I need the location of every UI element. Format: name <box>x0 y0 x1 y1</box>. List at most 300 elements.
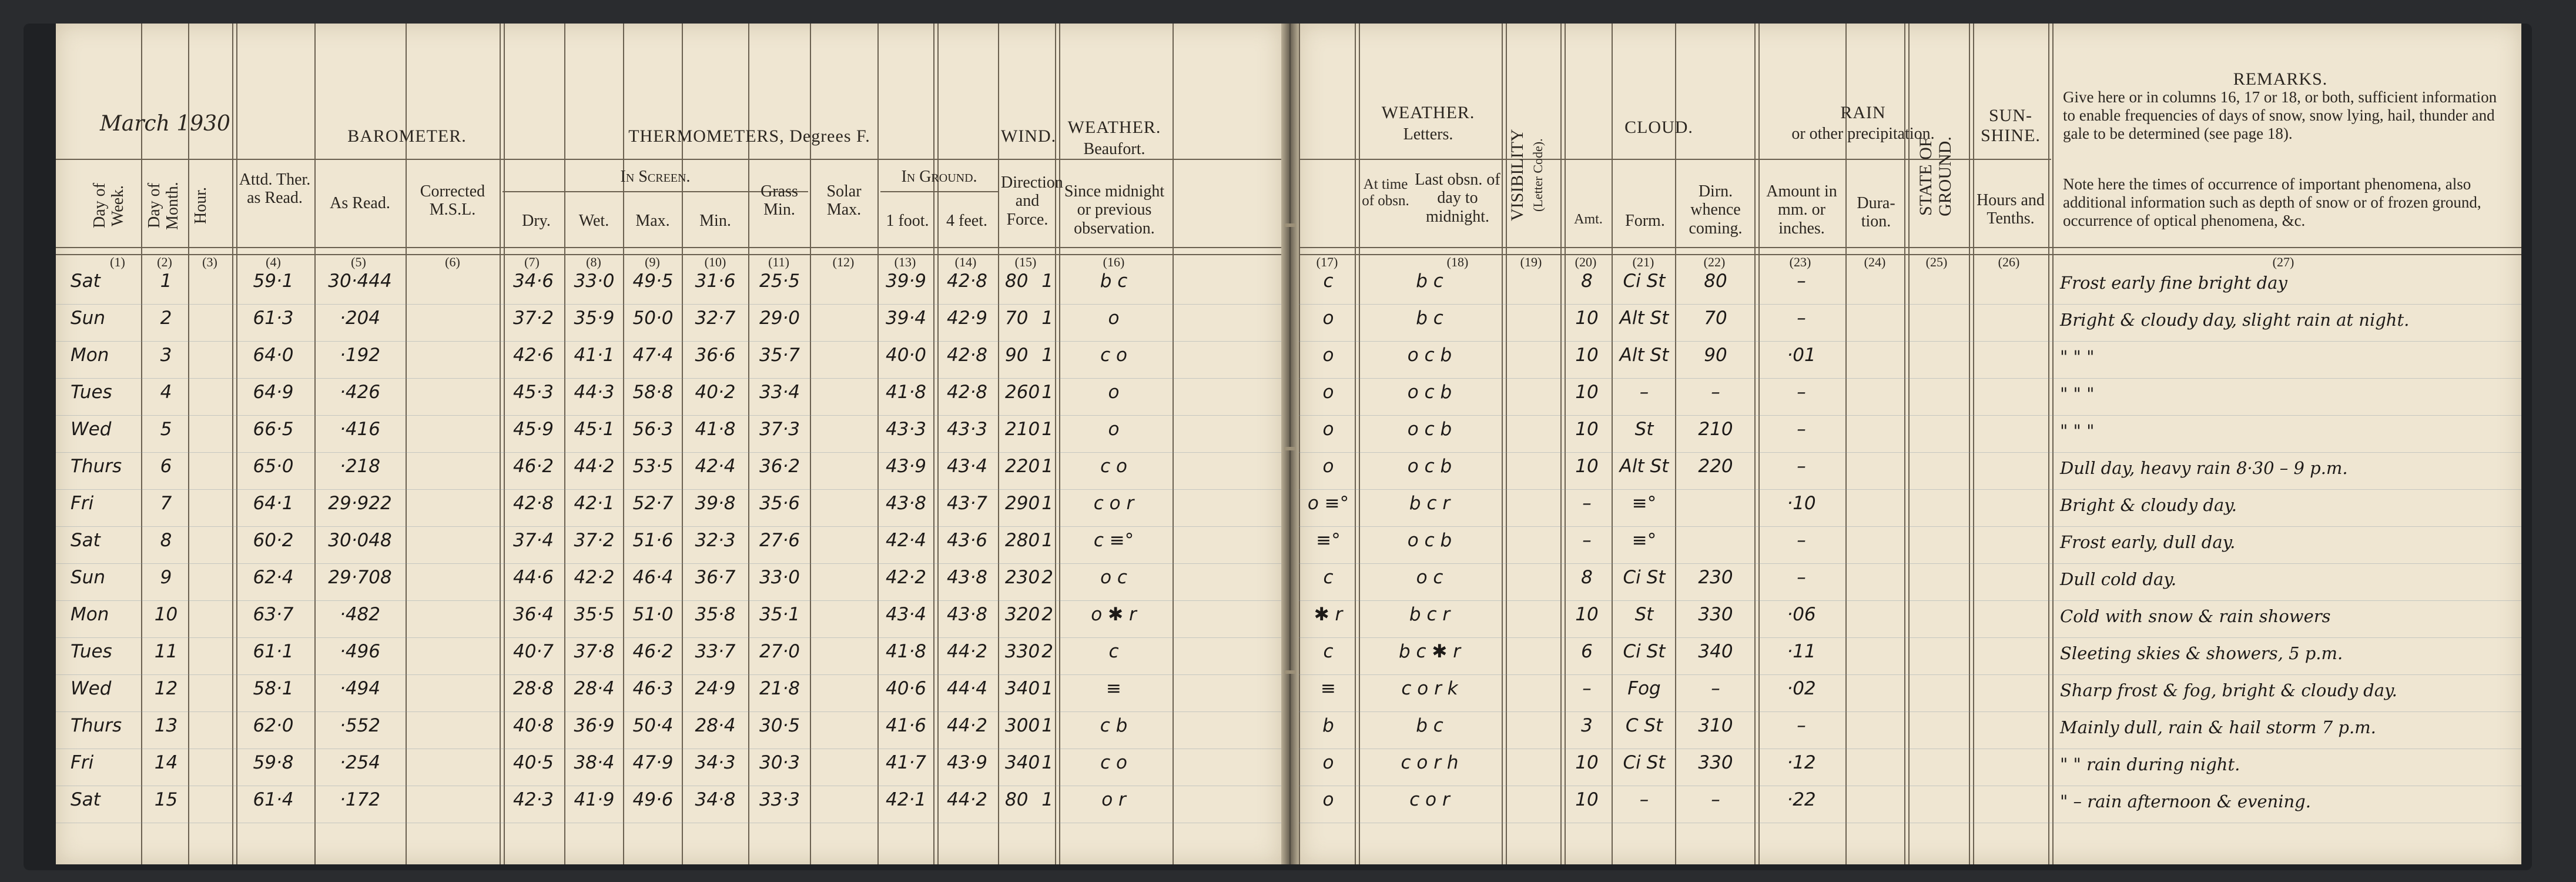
weather-last-obsn-cell: b c <box>1416 715 1443 736</box>
weather-since-midnight-cell: o c <box>1100 567 1127 588</box>
ruled-line <box>56 378 1281 379</box>
barometer-reading-cell: 29·922 <box>328 493 392 514</box>
cloud-direction-cell: 80 <box>1704 270 1727 292</box>
wind-direction-cell: 330 <box>1005 641 1040 662</box>
day-of-month-cell: 7 <box>160 493 172 514</box>
barometer-reading-cell: ·192 <box>339 345 381 366</box>
binding-stitch <box>1284 670 1296 674</box>
grass-min-cell: 36·2 <box>759 456 800 477</box>
remark-text: Dull day, heavy rain 8·30 – 9 p.m. <box>2060 458 2348 478</box>
cloud-amount-cell: 10 <box>1575 308 1599 329</box>
day-of-week-cell: Mon <box>71 345 109 366</box>
cloud-direction-cell: 330 <box>1698 604 1733 625</box>
min-temp-cell: 31·6 <box>695 270 736 292</box>
wind-header: WIND. <box>1001 126 1057 146</box>
wind-direction-cell: 290 <box>1005 493 1040 514</box>
attached-thermometer-cell: 61·4 <box>253 789 294 810</box>
last-obsn-header: Last obsn. of day to midnight. <box>1415 171 1500 226</box>
remark-text: " " " <box>2060 421 2095 441</box>
ground-4ft-cell: 43·8 <box>946 567 988 588</box>
grass-min-cell: 35·6 <box>759 493 800 514</box>
barometer-reading-cell: ·172 <box>339 789 381 810</box>
ground-1ft-cell: 39·4 <box>885 308 927 329</box>
binding-stitch <box>1284 447 1296 450</box>
attached-thermometer-cell: 59·8 <box>253 752 294 773</box>
weather-last-obsn-cell: c o r h <box>1401 752 1459 773</box>
min-temp-cell: 24·9 <box>695 678 736 699</box>
remark-text: " " rain during night. <box>2060 754 2240 774</box>
column-number: (21) <box>1632 255 1654 269</box>
rain-sub-header: or other precipitation. <box>1791 125 1935 143</box>
visibility-header: VISIBILITY <box>1508 129 1527 221</box>
grass-min-cell: 25·5 <box>759 270 800 292</box>
cloud-form-cell: Fog <box>1627 678 1661 699</box>
wind-force-cell: 2 <box>1041 641 1053 662</box>
max-temp-cell: 56·3 <box>632 419 674 440</box>
dry-header: Dry. <box>522 212 551 230</box>
cloud-direction-cell: – <box>1711 382 1720 403</box>
state-of-ground-header: STATE OF GROUND. <box>1916 136 1955 216</box>
rain-amount-cell: – <box>1797 456 1806 477</box>
day-of-week-cell: Wed <box>71 419 112 440</box>
rain-amount-cell: – <box>1797 530 1806 551</box>
wind-force-cell: 1 <box>1041 715 1053 736</box>
weather-last-obsn-cell: b c r <box>1409 493 1451 514</box>
remark-text: " " " <box>2060 384 2095 404</box>
weather-last-obsn-cell: b c <box>1416 270 1443 292</box>
ground-1ft-cell: 40·6 <box>885 678 927 699</box>
min-temp-cell: 39·8 <box>695 493 736 514</box>
attached-thermometer-cell: 61·1 <box>253 641 294 662</box>
col-rule <box>877 24 879 864</box>
barometer-reading-cell: 29·708 <box>328 567 392 588</box>
remark-text: " " " <box>2060 347 2095 367</box>
day-of-month-cell: 5 <box>160 419 172 440</box>
day-of-month-cell: 3 <box>160 345 172 366</box>
rain-amount-cell: ·01 <box>1787 345 1816 366</box>
column-number: (18) <box>1446 255 1469 269</box>
cloud-amount-cell: 10 <box>1575 752 1599 773</box>
day-of-week-cell: Thurs <box>71 456 122 477</box>
max-temp-cell: 47·9 <box>632 752 674 773</box>
wind-direction-cell: 260 <box>1005 382 1040 403</box>
ground-1ft-cell: 43·3 <box>885 419 927 440</box>
rain-amount-cell: – <box>1797 419 1806 440</box>
cloud-amount-cell: – <box>1582 530 1592 551</box>
remarks-header: REMARKS. <box>2233 69 2328 89</box>
barometer-reading-cell: ·426 <box>339 382 381 403</box>
column-number: (19) <box>1520 255 1542 269</box>
cloud-direction-cell: 330 <box>1698 752 1733 773</box>
remark-text: Sleeting skies & showers, 5 p.m. <box>2060 643 2343 663</box>
cloud-amount-cell: 8 <box>1581 270 1593 292</box>
attached-thermometer-cell: 63·7 <box>253 604 294 625</box>
barometer-reading-cell: ·204 <box>339 308 381 329</box>
wind-direction-cell: 220 <box>1005 456 1040 477</box>
header-rule <box>1299 254 2521 255</box>
min-temp-cell: 34·3 <box>695 752 736 773</box>
max-temp-cell: 47·4 <box>632 345 674 366</box>
day-of-week-cell: Wed <box>71 678 112 699</box>
col-rule <box>623 24 624 864</box>
ground-1ft-cell: 43·8 <box>885 493 927 514</box>
wind-force-cell: 1 <box>1041 345 1053 366</box>
since-midnight-header: Since midnight or previous observation. <box>1064 182 1165 238</box>
col-rule <box>314 24 316 864</box>
remark-text: Frost early, dull day. <box>2060 532 2236 552</box>
min-temp-cell: 34·8 <box>695 789 736 810</box>
weather-at-obsn-cell: b <box>1322 715 1334 736</box>
max-temp-cell: 51·6 <box>632 530 674 551</box>
wind-direction-cell: 230 <box>1005 567 1040 588</box>
day-of-week-cell: Fri <box>71 493 94 514</box>
weather-last-obsn-cell: o c <box>1416 567 1443 588</box>
weather-letters-header: WEATHER. <box>1381 103 1475 122</box>
ruled-line <box>1299 711 2521 712</box>
wet-bulb-cell: 37·8 <box>574 641 615 662</box>
weather-last-obsn-cell: o c b <box>1407 345 1452 366</box>
cloud-direction-cell: 90 <box>1704 345 1727 366</box>
dry-bulb-cell: 37·2 <box>512 308 554 329</box>
ruled-line <box>1299 489 2521 490</box>
weather-at-obsn-cell: o <box>1322 308 1334 329</box>
book-gutter <box>1281 24 1299 864</box>
weather-since-midnight-cell: c <box>1108 641 1119 662</box>
barometer-reading-cell: ·482 <box>339 604 381 625</box>
day-of-week-cell: Sat <box>71 530 101 551</box>
attached-thermometer-cell: 65·0 <box>253 456 294 477</box>
day-of-week-cell: Sat <box>71 789 101 810</box>
rain-amount-cell: – <box>1797 270 1806 292</box>
max-temp-cell: 53·5 <box>632 456 674 477</box>
weather-at-obsn-cell: o <box>1322 752 1334 773</box>
col-rule <box>1612 24 1613 864</box>
ground-1ft-cell: 41·8 <box>885 641 927 662</box>
ruled-line <box>1299 452 2521 453</box>
column-number: (11) <box>768 255 789 269</box>
day-of-month-cell: 14 <box>154 752 178 773</box>
weather-since-midnight-cell: c b <box>1100 715 1128 736</box>
max-temp-cell: 58·8 <box>632 382 674 403</box>
ruled-line <box>56 600 1281 601</box>
column-number: (25) <box>1925 255 1948 269</box>
wind-direction-cell: 80 <box>1005 270 1029 292</box>
cloud-form-cell: Ci St <box>1623 752 1666 773</box>
min-temp-cell: 41·8 <box>695 419 736 440</box>
column-number: (17) <box>1316 255 1338 269</box>
attached-thermometer-cell: 64·0 <box>253 345 294 366</box>
column-number: (12) <box>832 255 855 269</box>
day-of-month-cell: 2 <box>160 308 172 329</box>
one-foot-header: 1 foot. <box>886 212 929 230</box>
max-temp-cell: 49·6 <box>632 789 674 810</box>
rain-amount-header: Amount in mm. or inches. <box>1766 182 1837 238</box>
ground-1ft-cell: 43·4 <box>885 604 927 625</box>
max-temp-cell: 51·0 <box>632 604 674 625</box>
wind-direction-cell: 320 <box>1005 604 1040 625</box>
wind-direction-cell: 210 <box>1005 419 1040 440</box>
cloud-form-cell: Alt St <box>1619 345 1669 366</box>
ground-4ft-cell: 44·2 <box>946 789 988 810</box>
weather-last-obsn-cell: c o r k <box>1401 678 1458 699</box>
rain-amount-cell: ·12 <box>1787 752 1816 773</box>
ruled-line <box>1299 526 2521 527</box>
grass-min-cell: 30·3 <box>759 752 800 773</box>
col-rule <box>406 24 407 864</box>
attached-thermometer-cell: 66·5 <box>253 419 294 440</box>
column-number: (22) <box>1703 255 1726 269</box>
col-rule <box>933 24 939 864</box>
direction-force-header: Direction and Force. <box>1001 173 1063 229</box>
wind-force-cell: 1 <box>1041 752 1053 773</box>
column-number: (8) <box>586 255 601 269</box>
min-header: Min. <box>699 212 731 230</box>
header-rule <box>1299 247 2521 248</box>
col-rule <box>682 24 683 864</box>
subheader-rule <box>880 191 998 192</box>
col-rule <box>1675 24 1676 864</box>
min-temp-cell: 28·4 <box>695 715 736 736</box>
weather-last-obsn-cell: o c b <box>1407 530 1452 551</box>
ruled-line <box>56 452 1281 453</box>
wet-header: Wet. <box>578 212 609 230</box>
rain-header: RAIN <box>1840 103 1886 122</box>
weather-since-midnight-cell: o <box>1108 382 1120 403</box>
min-temp-cell: 35·8 <box>695 604 736 625</box>
max-temp-cell: 46·2 <box>632 641 674 662</box>
attached-thermometer-cell: 62·4 <box>253 567 294 588</box>
max-temp-cell: 52·7 <box>632 493 674 514</box>
wind-direction-cell: 340 <box>1005 678 1040 699</box>
weather-since-midnight-cell: o ✱ r <box>1091 604 1137 625</box>
weather-since-midnight-cell: c o r <box>1093 493 1134 514</box>
wet-bulb-cell: 42·1 <box>574 493 615 514</box>
right-page <box>1299 24 2521 864</box>
max-temp-cell: 46·3 <box>632 678 674 699</box>
weather-since-midnight-cell: c o <box>1100 456 1127 477</box>
beaufort-label: Beaufort. <box>1083 140 1145 158</box>
grass-min-cell: 35·1 <box>759 604 800 625</box>
column-number: (14) <box>954 255 977 269</box>
left-page <box>56 24 1281 864</box>
at-time-header: At time of obsn. <box>1362 176 1409 209</box>
ground-1ft-cell: 42·1 <box>885 789 927 810</box>
day-of-week-cell: Tues <box>71 382 112 403</box>
remark-text: Cold with snow & rain showers <box>2060 606 2331 626</box>
barometer-reading-cell: ·494 <box>339 678 381 699</box>
ground-4ft-cell: 43·8 <box>946 604 988 625</box>
col-rule <box>1845 24 1847 864</box>
sunshine-header: SUN- SHINE. <box>1981 106 2041 145</box>
weather-last-obsn-cell: b c <box>1416 308 1443 329</box>
wet-bulb-cell: 41·1 <box>574 345 615 366</box>
cloud-form-cell: – <box>1639 789 1649 810</box>
in-ground-header: In Ground. <box>901 168 977 186</box>
day-of-month-header: Day of Month. <box>145 182 182 230</box>
max-header: Max. <box>635 212 670 230</box>
day-of-week-header: Day of Week. <box>91 183 127 229</box>
ruled-line <box>56 341 1281 342</box>
column-number: (7) <box>524 255 540 269</box>
weather-last-obsn-cell: o c b <box>1407 382 1452 403</box>
day-of-week-cell: Fri <box>71 752 94 773</box>
weather-at-obsn-cell: o <box>1322 456 1334 477</box>
column-number: (16) <box>1103 255 1125 269</box>
max-temp-cell: 50·4 <box>632 715 674 736</box>
cloud-form-cell: St <box>1634 604 1654 625</box>
remark-text: Frost early fine bright day <box>2060 273 2287 293</box>
grass-min-cell: 21·8 <box>759 678 800 699</box>
ground-4ft-cell: 42·8 <box>946 270 988 292</box>
remark-text: Sharp frost & fog, bright & cloudy day. <box>2060 680 2397 700</box>
grass-min-cell: 33·4 <box>759 382 800 403</box>
cloud-amount-cell: 6 <box>1581 641 1593 662</box>
attached-thermometer-cell: 64·9 <box>253 382 294 403</box>
day-of-month-cell: 12 <box>154 678 178 699</box>
col-rule <box>1299 24 1300 864</box>
col-rule <box>500 24 505 864</box>
attached-thermometer-cell: 58·1 <box>253 678 294 699</box>
weather-at-obsn-cell: o <box>1322 382 1334 403</box>
wet-bulb-cell: 45·1 <box>574 419 615 440</box>
weather-at-obsn-cell: ≡° <box>1316 530 1341 551</box>
col-rule <box>1502 24 1507 864</box>
dry-bulb-cell: 42·8 <box>512 493 554 514</box>
day-of-week-cell: Thurs <box>71 715 122 736</box>
ruled-line <box>1299 304 2521 305</box>
hours-tenths-header: Hours and Tenths. <box>1977 191 2045 228</box>
cloud-header: CLOUD. <box>1624 118 1693 137</box>
ruled-line <box>56 674 1281 675</box>
remark-text: " – rain afternoon & evening. <box>2060 791 2311 811</box>
dry-bulb-cell: 40·5 <box>512 752 554 773</box>
ruled-line <box>56 563 1281 564</box>
cloud-form-cell: C St <box>1625 715 1663 736</box>
binding-stitch <box>1284 223 1296 227</box>
ground-1ft-cell: 43·9 <box>885 456 927 477</box>
attd-ther-header: Attd. Ther. as Read. <box>239 171 311 208</box>
column-number: (24) <box>1864 255 1886 269</box>
weather-header: WEATHER. <box>1067 118 1161 137</box>
wind-force-cell: 1 <box>1041 789 1053 810</box>
column-number: (20) <box>1575 255 1597 269</box>
cloud-amount-cell: 10 <box>1575 789 1599 810</box>
attached-thermometer-cell: 59·1 <box>253 270 294 292</box>
ground-4ft-cell: 42·8 <box>946 345 988 366</box>
max-temp-cell: 49·5 <box>632 270 674 292</box>
day-of-month-cell: 13 <box>154 715 178 736</box>
weather-at-obsn-cell: c <box>1323 641 1334 662</box>
dry-bulb-cell: 40·8 <box>512 715 554 736</box>
column-number: (6) <box>445 255 460 269</box>
col-rule <box>2048 24 2054 864</box>
col-rule <box>1355 24 1360 864</box>
day-of-month-cell: 10 <box>154 604 178 625</box>
grass-min-header: Grass Min. <box>761 182 798 219</box>
wind-force-cell: 1 <box>1041 456 1053 477</box>
cloud-direction-header: Dirn. whence coming. <box>1689 182 1743 238</box>
ruled-line <box>56 415 1281 416</box>
weather-at-obsn-cell: ≡ <box>1321 678 1336 699</box>
dry-bulb-cell: 40·7 <box>512 641 554 662</box>
cloud-amount-cell: 3 <box>1581 715 1593 736</box>
remark-text: Dull cold day. <box>2060 569 2177 589</box>
header-rule <box>56 159 1281 160</box>
cloud-form-cell: ≡° <box>1632 493 1657 514</box>
wind-force-cell: 1 <box>1041 308 1053 329</box>
wind-force-cell: 2 <box>1041 604 1053 625</box>
max-temp-cell: 46·4 <box>632 567 674 588</box>
remark-text: Mainly dull, rain & hail storm 7 p.m. <box>2060 717 2376 737</box>
rain-amount-cell: ·02 <box>1787 678 1816 699</box>
in-screen-header: In Screen. <box>620 168 691 186</box>
wet-bulb-cell: 44·2 <box>574 456 615 477</box>
wind-direction-cell: 80 <box>1005 789 1029 810</box>
ruled-line <box>56 526 1281 527</box>
weather-at-obsn-cell: o <box>1322 789 1334 810</box>
wind-direction-cell: 70 <box>1005 308 1029 329</box>
col-rule <box>141 24 142 864</box>
min-temp-cell: 32·3 <box>695 530 736 551</box>
ruled-line <box>56 711 1281 712</box>
day-of-week-cell: Sun <box>71 308 105 329</box>
ground-4ft-cell: 43·4 <box>946 456 988 477</box>
rain-amount-cell: – <box>1797 382 1806 403</box>
hour-header: Hour. <box>192 187 210 225</box>
wind-force-cell: 1 <box>1041 270 1053 292</box>
grass-min-cell: 27·6 <box>759 530 800 551</box>
wet-bulb-cell: 35·5 <box>574 604 615 625</box>
min-temp-cell: 32·7 <box>695 308 736 329</box>
cloud-amount-cell: 10 <box>1575 345 1599 366</box>
day-of-week-cell: Tues <box>71 641 112 662</box>
wind-force-cell: 1 <box>1041 382 1053 403</box>
cloud-direction-cell: – <box>1711 789 1720 810</box>
grass-min-cell: 30·5 <box>759 715 800 736</box>
wet-bulb-cell: 36·9 <box>574 715 615 736</box>
dry-bulb-cell: 46·2 <box>512 456 554 477</box>
barometer-reading-cell: ·218 <box>339 456 381 477</box>
weather-since-midnight-cell: ≡ <box>1106 678 1121 699</box>
barometer-reading-cell: ·552 <box>339 715 381 736</box>
ruled-line <box>1299 637 2521 638</box>
cloud-direction-cell: 230 <box>1698 567 1733 588</box>
ruled-line <box>1299 415 2521 416</box>
ruled-line <box>1299 378 2521 379</box>
col-rule <box>1560 24 1566 864</box>
weather-at-obsn-cell: o ≡° <box>1307 493 1349 514</box>
remark-text: Bright & cloudy day. <box>2060 495 2237 515</box>
min-temp-cell: 42·4 <box>695 456 736 477</box>
col-rule <box>1754 24 1760 864</box>
barometer-header: BAROMETER. <box>347 126 467 146</box>
rain-amount-cell: ·22 <box>1787 789 1816 810</box>
grass-min-cell: 33·3 <box>759 789 800 810</box>
dry-bulb-cell: 42·3 <box>512 789 554 810</box>
wind-force-cell: 1 <box>1041 419 1053 440</box>
weather-at-obsn-cell: o <box>1322 419 1334 440</box>
col-rule <box>1904 24 1910 864</box>
weather-since-midnight-cell: o <box>1108 308 1120 329</box>
wet-bulb-cell: 38·4 <box>574 752 615 773</box>
dry-bulb-cell: 42·6 <box>512 345 554 366</box>
ruled-line <box>56 637 1281 638</box>
col-rule <box>564 24 565 864</box>
dry-bulb-cell: 28·8 <box>512 678 554 699</box>
dry-bulb-cell: 45·3 <box>512 382 554 403</box>
day-of-month-cell: 9 <box>160 567 172 588</box>
wet-bulb-cell: 42·2 <box>574 567 615 588</box>
